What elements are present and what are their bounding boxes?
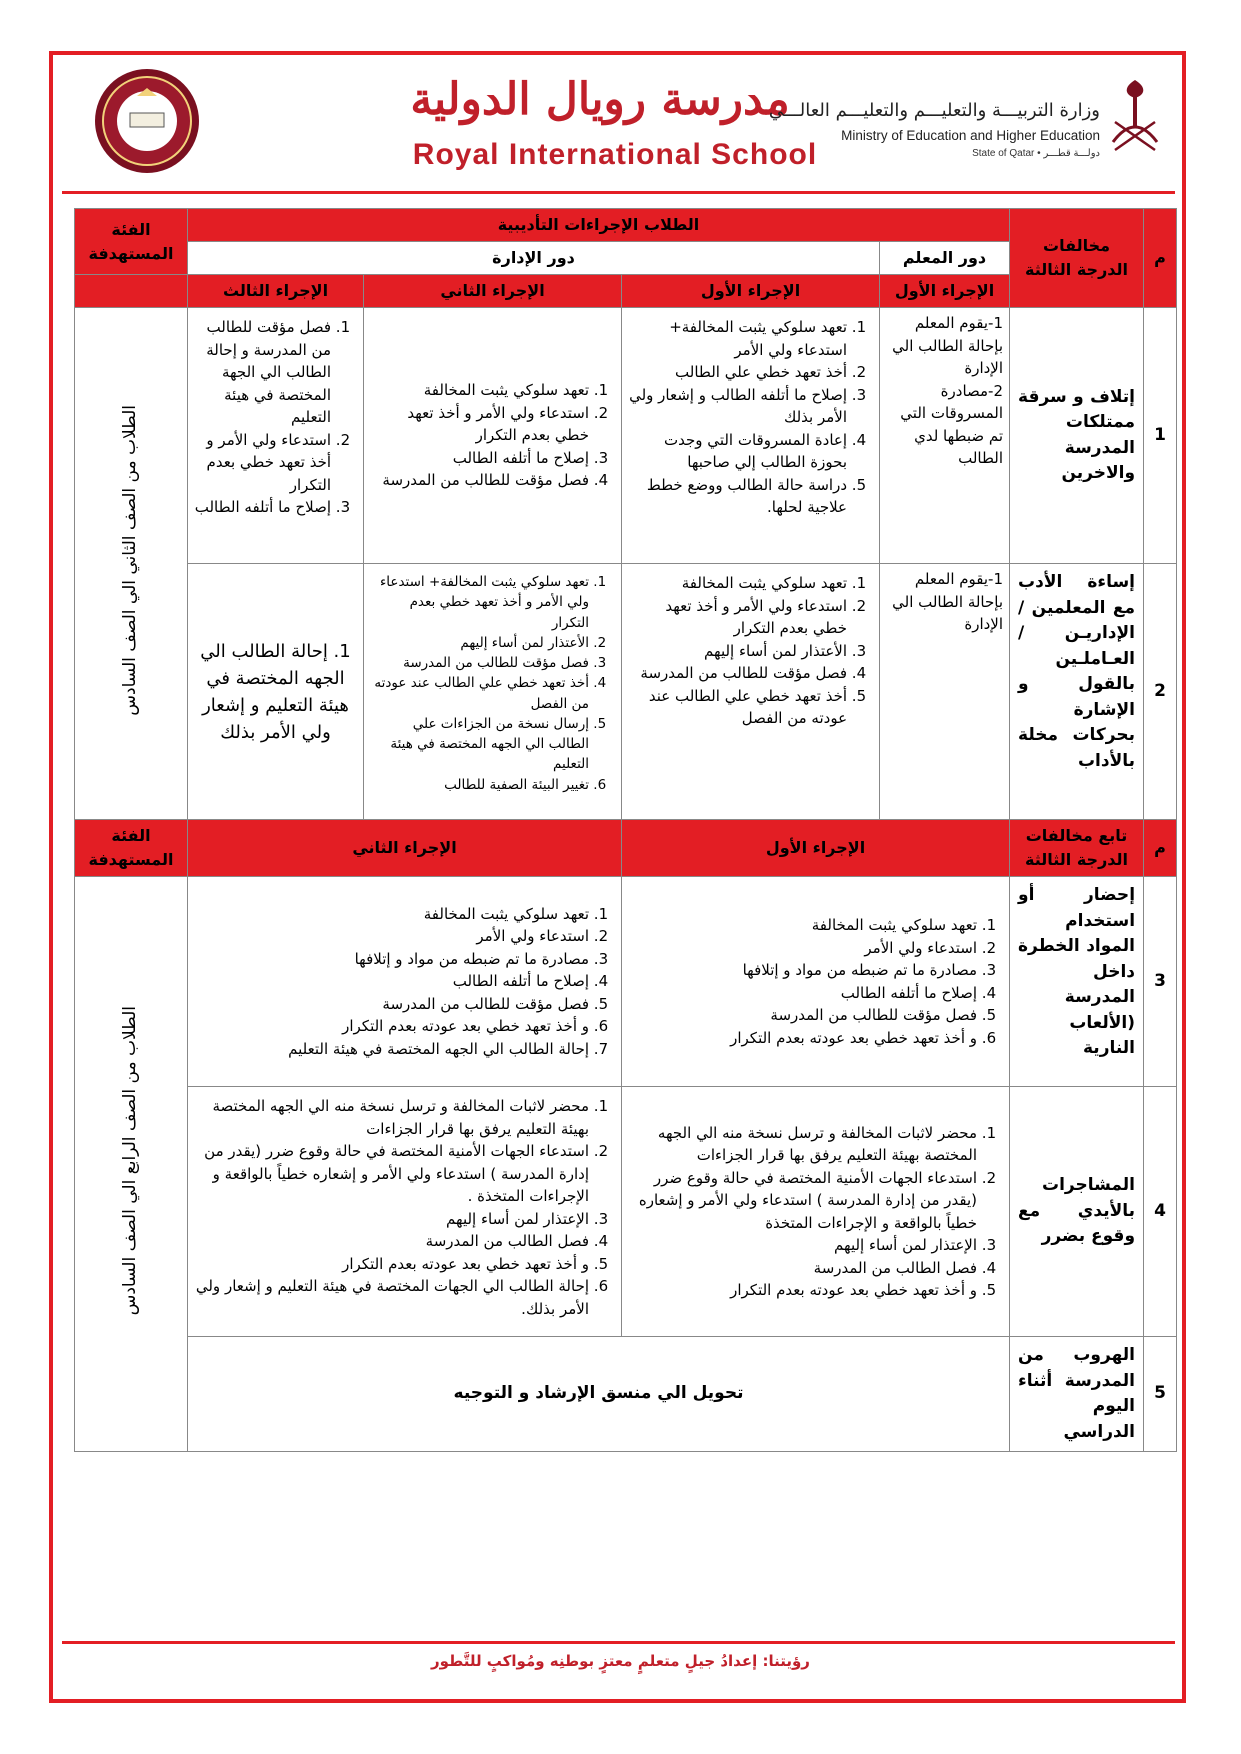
header-actions: الطلاب الإجراءات التأديبية	[188, 209, 1010, 242]
second-actions	[188, 877, 622, 1087]
admin-second-actions	[364, 308, 622, 564]
action-item: 3. مصادرة ما تم ضبطه من مواد و إتلافها	[194, 948, 589, 971]
state-label: State of Qatar • دولـــة قطـــر	[972, 148, 1100, 159]
school-logo	[92, 66, 202, 176]
header-admin-second-action: الإجراء الثاني	[364, 275, 622, 308]
header-admin-role: دور الإدارة	[188, 242, 880, 275]
action-item: 5. إرسال نسخة من الجزاءات علي الطالب الي الجهه المختصة في هيئة التعليم	[370, 714, 589, 775]
footer-divider	[62, 1641, 1175, 1644]
ministry-block	[768, 76, 1100, 166]
row-number: 4	[1144, 1087, 1177, 1337]
admin-first-actions	[622, 564, 880, 820]
teacher-actions	[880, 564, 1010, 820]
action-item: 6. و أخذ تعهد خطي بعد عودته بعدم التكرار	[628, 1027, 977, 1050]
action-item: 2. استدعاء الجهات الأمنية المختصة في حالة وقوع ضرر (يقدر من إدارة المدرسة ) استدعاء ولي الأمر و إشعاره خطياً بالواقعة و الإجراءات المتخذة .	[194, 1140, 589, 1208]
action-item: 1. محضر لاثبات المخالفة و ترسل نسخة منه الي الجهه المختصة بهيئة التعليم يرفق بها قرار الجزاءات	[194, 1095, 589, 1140]
header-m-2: م	[1144, 820, 1177, 877]
action-item: 6. إحالة الطالب الي الجهات المختصة في هيئة التعليم و إشعار ولي الأمر بذلك.	[194, 1275, 589, 1320]
action-item: 1. فصل مؤقت للطالب من المدرسة و إحالة الطالب الي الجهة المختصة في هيئة التعليم	[194, 316, 331, 429]
row-number: 1	[1144, 308, 1177, 564]
teacher-action-item: 1-يقوم المعلم بإحالة الطالب الي الإدارة	[892, 570, 1004, 633]
header-divider	[62, 191, 1175, 194]
action-item: 3. فصل مؤقت للطالب من المدرسة	[370, 653, 589, 673]
violation-text: الهروب من المدرسة أثناء اليوم الدراسي	[1010, 1337, 1144, 1452]
ministry-name-arabic: وزارة التربيـــة والتعليـــم والتعليـــم العالـــي	[768, 100, 1100, 121]
action-item: 4. فصل مؤقت للطالب من المدرسة	[628, 662, 847, 685]
header-first-action-2: الإجراء الأول	[622, 820, 1010, 877]
action-item: 3. الإعتذار لمن أساء إليهم	[194, 1208, 589, 1231]
action-item: 2. استدعاء ولي الأمر و أخذ تعهد خطي بعدم التكرار	[370, 402, 589, 447]
action-item: 4. فصل الطالب من المدرسة	[194, 1230, 589, 1253]
header-admin-third-action: الإجراء الثالث	[188, 275, 364, 308]
header-second-action-2: الإجراء الثاني	[188, 820, 622, 877]
admin-third-actions	[188, 308, 364, 564]
action-item: 2. الأعتذار لمن أساء إليهم	[370, 633, 589, 653]
row-number: 2	[1144, 564, 1177, 820]
first-actions	[622, 1087, 1010, 1337]
action-item: 4. فصل مؤقت للطالب من المدرسة	[370, 469, 589, 492]
action-item: 1. تعهد سلوكي يثبت المخالفة	[370, 379, 589, 402]
first-actions	[622, 877, 1010, 1087]
qatar-emblem-icon	[1105, 72, 1165, 162]
header-continued-violations: تابع مخالفات الدرجة الثالثة	[1010, 820, 1144, 877]
action-item: 4. إصلاح ما أتلفه الطالب	[628, 982, 977, 1005]
row-number: 5	[1144, 1337, 1177, 1452]
action-item: 3. إصلاح ما أتلفه الطالب	[370, 447, 589, 470]
action-item: 2. استدعاء ولي الأمر	[194, 925, 589, 948]
target-group-cell	[75, 308, 188, 820]
action-item: 4. إعادة المسروقات التي وجدت بحوزة الطالب إلي صاحبها	[628, 429, 847, 474]
header-target-2: الفئة المستهدفة	[75, 820, 188, 877]
admin-first-actions	[622, 308, 880, 564]
violation-text: إساءة الأدب مع المعلمين / الإداريـن / العـاملـين بالقول و الإشارة بحركات مخلة بالأداب	[1010, 564, 1144, 820]
action-item: 6. تغيير البيئة الصفية للطالب	[370, 775, 589, 795]
school-name-english: Royal International School	[412, 138, 818, 171]
action-item: 1. تعهد سلوكي يثبت المخالفة	[628, 572, 847, 595]
action-item: 1. تعهد سلوكي يثبت المخالفة	[194, 903, 589, 926]
header-m: م	[1144, 209, 1177, 308]
action-item: 5. دراسة حالة الطالب ووضع خطط علاجية لحلها.	[628, 474, 847, 519]
action-item: 2. أخذ تعهد خطي علي الطالب	[628, 361, 847, 384]
action-item: 2. استدعاء ولي الأمر و أخذ تعهد خطي بعدم التكرار	[194, 429, 331, 497]
admin-third-action: 1. إحالة الطالب الي الجهه المختصة في هيئة التعليم و إشعار ولي الأمر بذلك	[188, 564, 364, 820]
action-item: 1. تعهد سلوكي يثبت المخالفة+ استدعاء ولي الأمر و أخذ تعهد خطي بعدم التكرار	[370, 572, 589, 633]
action-item: 1. تعهد سلوكي يثبت المخالفة	[628, 914, 977, 937]
teacher-action-item: 2-مصادرة المسروقات التي تم ضبطها لدي الطالب	[900, 381, 1004, 467]
vision-statement: رؤيتنا: إعدادُ جيلٍ متعلمٍ معتزٍ بوطنِه ومُواكبٍ للتَّطور	[431, 1652, 810, 1670]
violation-text: إتلاف و سرقة ممتلكات المدرسة والاخرين	[1010, 308, 1144, 564]
action-item: 4. أخذ تعهد خطي علي الطالب عند عودته من الفصل	[370, 673, 589, 714]
action-item: 2. استدعاء ولي الأمر و أخذ تعهد خطي بعدم التكرار	[628, 595, 847, 640]
disciplinary-table	[74, 208, 1177, 1452]
header-spacer	[75, 275, 188, 308]
ministry-name-english: Ministry of Education and Higher Education	[841, 128, 1100, 143]
action-item: 5. و أخذ تعهد خطي بعد عودته بعدم التكرار	[628, 1279, 977, 1302]
action-item: 3. إصلاح ما أتلفه الطالب و إشعار ولي الأمر بذلك	[628, 384, 847, 429]
action-item: 1. محضر لاثبات المخالفة و ترسل نسخة منه الي الجهه المختصة بهيئة التعليم يرفق بها قرار الجزاءات	[628, 1122, 977, 1167]
violation-text: المشاجرات بالأيدي مع وقوع بضرر	[1010, 1087, 1144, 1337]
action-item: 2. استدعاء ولي الأمر	[628, 937, 977, 960]
action-item: 1. تعهد سلوكي يثبت المخالفة+ استدعاء ولي الأمر	[628, 316, 847, 361]
header-violations: مخالفات الدرجة الثالثة	[1010, 209, 1144, 308]
action-item: 3. الإعتذار لمن أساء إليهم	[628, 1234, 977, 1257]
header-teacher-first-action: الإجراء الأول	[880, 275, 1010, 308]
action-item: 3. مصادرة ما تم ضبطه من مواد و إتلافها	[628, 959, 977, 982]
action-item: 5. أخذ تعهد خطي علي الطالب عند عودته من الفصل	[628, 685, 847, 730]
header-admin-first-action: الإجراء الأول	[622, 275, 880, 308]
admin-second-actions	[364, 564, 622, 820]
second-actions	[188, 1087, 622, 1337]
header-teacher-role: دور المعلم	[880, 242, 1010, 275]
action-item: 6. و أخذ تعهد خطي بعد عودته بعدم التكرار	[194, 1015, 589, 1038]
action-item: 5. فصل مؤقت للطالب من المدرسة	[194, 993, 589, 1016]
target-group-text: الطلاب من الصف الثاني الي الصف السادس	[120, 404, 141, 716]
action-item: 5. فصل مؤقت للطالب من المدرسة	[628, 1004, 977, 1027]
violation-text: إحضار أو استخدام المواد الخطرة داخل المدرسة (الألعاب النارية	[1010, 877, 1144, 1087]
action-item: 5. و أخذ تعهد خطي بعد عودته بعدم التكرار	[194, 1253, 589, 1276]
header-target: الفئة المستهدفة	[75, 209, 188, 275]
row-number: 3	[1144, 877, 1177, 1087]
target-group-cell-2	[75, 877, 188, 1452]
target-group-text: الطلاب من الصف الرابع الي الصف السادس	[120, 1006, 141, 1316]
action-item: 4. إصلاح ما أتلفه الطالب	[194, 970, 589, 993]
school-name-arabic: مدرسة رويال الدولية	[410, 74, 790, 125]
action-item: 4. فصل الطالب من المدرسة	[628, 1257, 977, 1280]
action-item: 2. استدعاء الجهات الأمنية المختصة في حالة وقوع ضرر (يقدر من إدارة المدرسة ) استدعاء ولي الأمر و إشعاره خطياً بالواقعة و الإجراءات المتخذة	[628, 1167, 977, 1235]
referral-action: تحويل الي منسق الإرشاد و التوجيه	[188, 1337, 1010, 1452]
teacher-action-item: 1-يقوم المعلم بإحالة الطالب الي الإدارة	[892, 314, 1004, 377]
action-item: 3. الأعتذار لمن أساء إليهم	[628, 640, 847, 663]
action-item: 3. إصلاح ما أتلفه الطالب	[194, 496, 331, 519]
teacher-actions	[880, 308, 1010, 564]
action-item: 7. إحالة الطالب الي الجهه المختصة في هيئة التعليم	[194, 1038, 589, 1061]
